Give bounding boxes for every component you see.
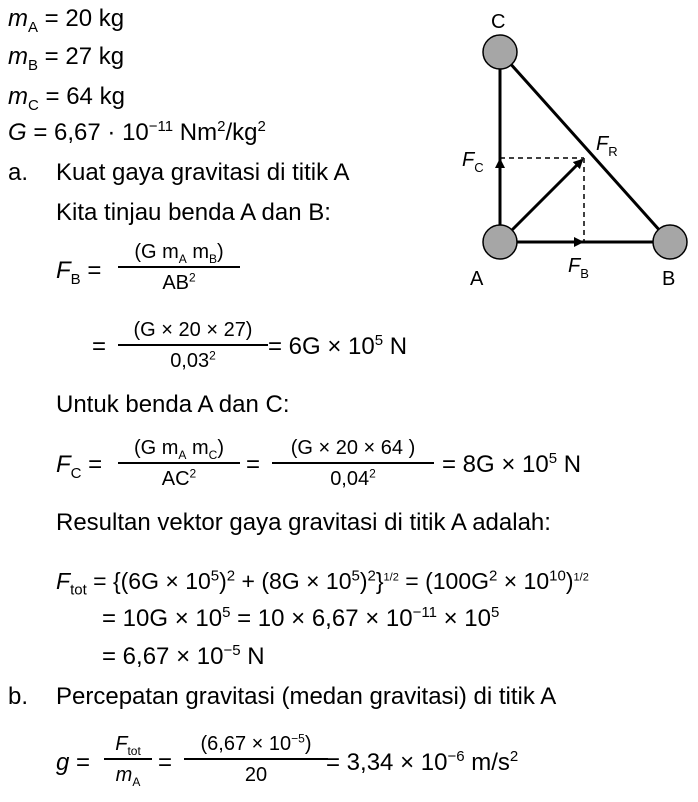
label-FC: $F_C$	[462, 149, 484, 175]
given-mB: $m_B = 27$ kg	[8, 43, 125, 74]
FC-label: $F_C$ =	[56, 451, 103, 482]
given-G: $G = 6,67 \cdot 10^{-11}$ $Nm^2/kg^2$	[8, 118, 266, 146]
g-fraction-2: $(6,67 \times 10^{-5})$ 20	[184, 732, 328, 787]
part-a-intro: Kita tinjau benda A dan B:	[56, 199, 331, 226]
ball-C	[483, 35, 517, 69]
arrow-FR	[512, 160, 582, 230]
FB-fraction: (G $m_A$ $m_B$) $AB^2$	[118, 240, 240, 295]
label-C: C	[491, 11, 506, 33]
Ftot-line-1: $F_{tot} = \{(6G \times 10^5)^2 + (8G \times 10^5)^2\}^{1/2} = (100G^2 \times 10^{10})^{1/2}$	[56, 567, 589, 599]
resultant-intro: Resultan vektor gaya gravitasi di titik A adalah:	[56, 509, 551, 536]
ball-B	[653, 225, 687, 259]
label-FR: $F_R$	[596, 133, 618, 159]
given-mC: $m_C = 64$ kg	[8, 83, 125, 114]
g-eq-sign: =	[158, 749, 173, 776]
FC-fraction-2: (G × 20 × 64 ) 0,04$^2$	[272, 436, 434, 491]
part-a-intro2: Untuk benda A dan C:	[56, 391, 290, 418]
FC-eq-sign: =	[246, 451, 261, 478]
label-A: A	[470, 268, 484, 290]
FC-fraction: (G $m_A$ $m_C$) $AC^2$	[118, 436, 240, 491]
Ftot-line-2: = $10G \times 10^5 = 10 \times 6,67 \times 10^{-11} \times 10^5$	[102, 604, 500, 632]
part-b-title: Percepatan gravitasi (medan gravitasi) di titik A	[56, 683, 557, 710]
part-a-title: Kuat gaya gravitasi di titik A	[56, 159, 350, 186]
ball-A	[483, 225, 517, 259]
FC-result: = $8G \times 10^5$ N	[442, 450, 582, 478]
g-fraction: $F_{tot}$ $m_A$	[104, 732, 152, 787]
label-B: B	[662, 268, 676, 290]
FB-eq-sign: =	[92, 333, 107, 360]
FB-result: = $6G \times 10^5$ N	[268, 332, 408, 360]
FB-fraction-2: (G × 20 × 27) 0,03$^2$	[118, 318, 268, 373]
part-a-marker: a.	[8, 159, 29, 186]
FB-label: $F_B$ =	[56, 257, 102, 288]
given-mA: $m_A = 20$ kg	[8, 5, 125, 36]
g-result: = $3,34 \times 10^{-6}$ $m/s^2$	[326, 748, 519, 776]
force-diagram	[448, 0, 698, 300]
part-b-marker: b.	[8, 683, 29, 710]
label-FB: $F_B$	[568, 255, 589, 281]
Ftot-line-3: = $6,67 \times 10^{-5}$ N	[102, 642, 265, 670]
g-label: g =	[56, 749, 91, 776]
edge-CB	[500, 52, 670, 242]
